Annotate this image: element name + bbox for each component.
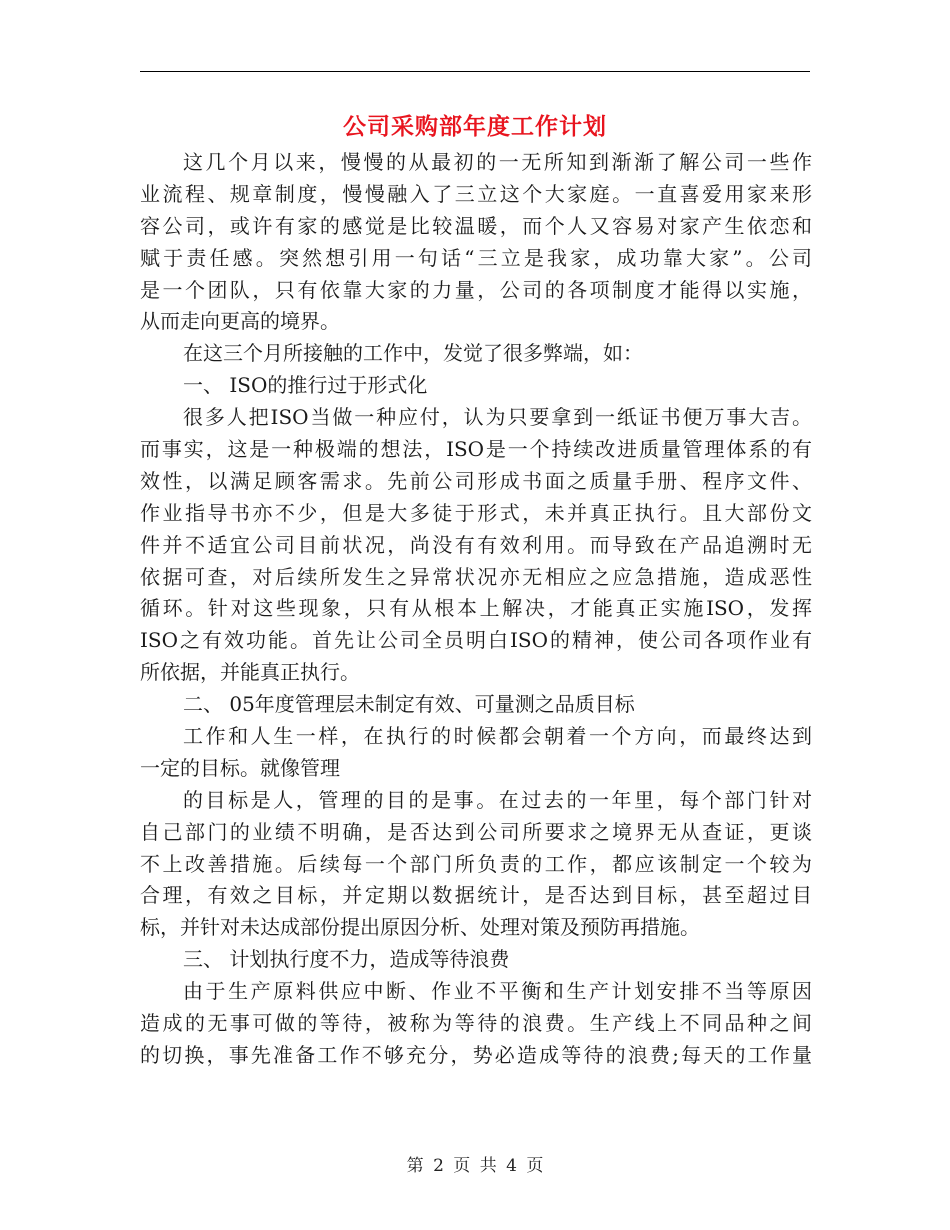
text-line: 在这三个月所接触的工作中，发觉了很多弊端，如： [183,341,643,366]
text-line: 容公司，或许有家的感觉是比较温暖，而个人又容易对家产生依恋和 [140,213,812,238]
text-line: 作业指导书亦不少，但是大多徒于形式，未并真正执行。且大部份文 [140,500,812,525]
text-line: ISO之有效功能。首先让公司全员明白ISO的精神，使公司各项作业有 [140,628,812,653]
document-title: 公司采购部年度工作计划 [343,114,607,140]
text-line: 合理，有效之目标，并定期以数据统计，是否达到目标，甚至超过目 [140,883,812,908]
page-footer: 第 2 页 共 4 页 [406,1156,544,1176]
text-line: 的切换，事先准备工作不够充分，势必造成等待的浪费;每天的工作量 [140,1042,812,1067]
text-line: 工作和人生一样，在执行的时候都会朝着一个方向，而最终达到 [183,724,812,749]
text-line: 不上改善措施。后续每一个部门所负责的工作，都应该制定一个较为 [140,851,812,876]
text-line: 由于生产原料供应中断、作业不平衡和生产计划安排不当等原因 [183,979,812,1004]
text-line: 是一个团队，只有依靠大家的力量，公司的各项制度才能得以实施， [140,277,812,302]
text-line: 这几个月以来，慢慢的从最初的一无所知到渐渐了解公司一些作 [183,150,812,174]
text-line: 的目标是人，管理的目的是事。在过去的一年里，每个部门针对 [183,787,812,812]
text-line: 件并不适宜公司目前状况，尚没有有效利用。而导致在产品追溯时无 [140,532,812,557]
text-line: 一定的目标。就像管理 [140,755,340,780]
text-line: 从而走向更高的境界。 [140,309,340,334]
text-line: 三、 计划执行度不力，造成等待浪费 [183,947,510,972]
header-rule [140,71,810,72]
document-body [140,147,812,1072]
text-line: 很多人把ISO当做一种应付，认为只要拿到一纸证书便万事大吉。 [183,405,812,430]
text-line: 标，并针对未达成部份提出原因分析、处理对策及预防再措施。 [140,915,700,940]
text-line: 效性，以满足顾客需求。先前公司形成书面之质量手册、程序文件、 [140,468,812,493]
text-line: 依据可查，对后续所发生之异常状况亦无相应之应急措施，造成恶性 [140,564,812,589]
text-line: 造成的无事可做的等待，被称为等待的浪费。生产线上不同品种之间 [140,1011,812,1036]
text-line: 业流程、规章制度，慢慢融入了三立这个大家庭。一直喜爱用家来形 [140,181,812,206]
text-line: 所依据，并能真正执行。 [140,660,360,685]
text-line: 一、 ISO的推行过于形式化 [183,373,428,398]
text-line: 自己部门的业绩不明确，是否达到公司所要求之境界无从查证，更谈 [140,819,812,844]
text-line: 赋于责任感。突然想引用一句话“三立是我家，成功靠大家”。公司 [140,245,812,270]
text-line: 而事实，这是一种极端的想法，ISO是一个持续改进质量管理体系的有 [140,437,812,462]
text-line: 循环。针对这些现象，只有从根本上解决，才能真正实施ISO，发挥 [140,596,812,621]
text-line: 二、 05年度管理层未制定有效、可量测之品质目标 [183,692,635,717]
